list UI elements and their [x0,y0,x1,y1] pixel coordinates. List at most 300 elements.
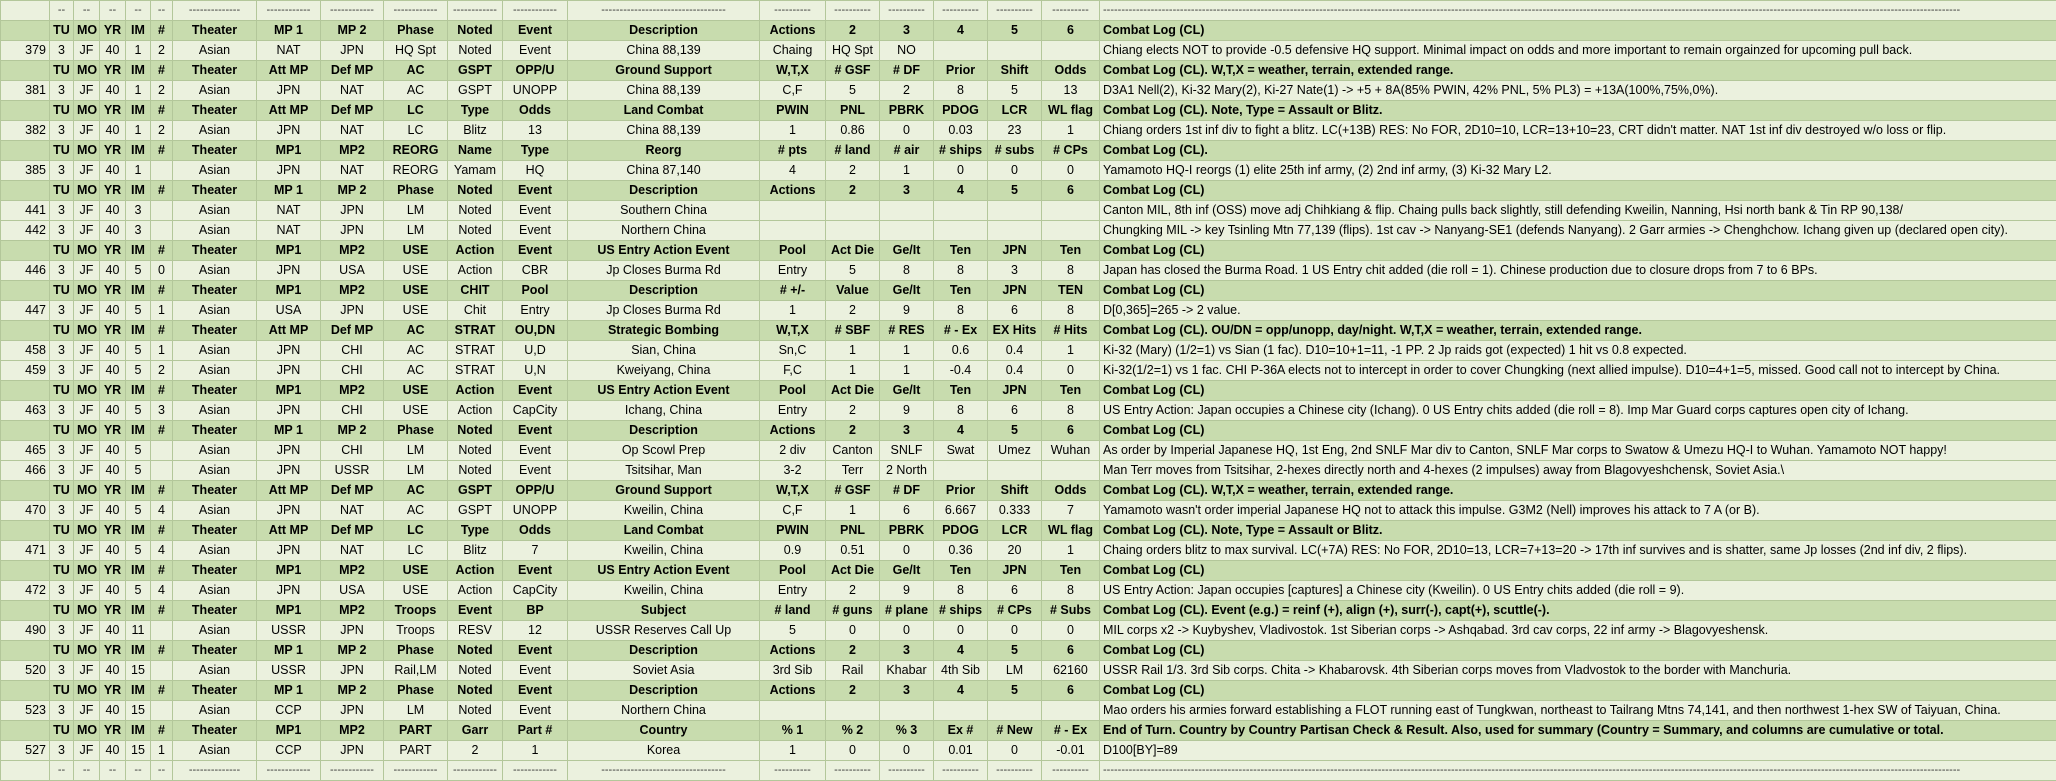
table-cell[interactable]: 3 [50,41,74,61]
combat-log-cell[interactable]: Yamamoto wasn't order imperial Japanese HQ not to attack this impulse. G3M2 (Nell) improves his attack to 7 A (or B). [1100,501,2056,521]
table-cell[interactable]: Asian [173,161,257,181]
table-cell[interactable]: TU [50,421,74,441]
table-cell[interactable]: MO [74,181,100,201]
table-cell[interactable]: JPN [257,441,321,461]
table-cell[interactable]: IM [126,641,151,661]
table-cell[interactable]: MP 1 [257,181,321,201]
table-cell[interactable]: Tsitsihar, Man [568,461,760,481]
table-cell[interactable]: MO [74,561,100,581]
table-cell[interactable]: TU [50,281,74,301]
table-cell[interactable]: YR [100,561,126,581]
table-cell[interactable] [988,701,1042,721]
table-cell[interactable]: YR [100,281,126,301]
table-cell[interactable] [1042,201,1100,221]
table-cell[interactable]: Prior [934,61,988,81]
table-cell[interactable]: Rail [826,661,880,681]
table-cell[interactable]: 5 [126,361,151,381]
table-cell[interactable]: Theater [173,681,257,701]
table-cell[interactable]: Noted [448,41,503,61]
table-cell[interactable]: Asian [173,81,257,101]
table-cell[interactable]: Att MP [257,481,321,501]
row-number-cell[interactable]: 441 [1,201,50,221]
table-cell[interactable]: 40 [100,501,126,521]
combat-log-cell[interactable]: Canton MIL, 8th inf (OSS) move adj Chihkiang & flip. Chaing pulls back slightly, still defending Kweilin, Nanning, Hsi north bank & Tin RP 90,138/ [1100,201,2056,221]
table-cell[interactable]: Asian [173,621,257,641]
table-cell[interactable]: # Subs [1042,601,1100,621]
table-cell[interactable]: YR [100,321,126,341]
table-cell[interactable]: Def MP [321,61,384,81]
table-cell[interactable]: 3 [880,181,934,201]
table-cell[interactable]: China 88,139 [568,81,760,101]
table-cell[interactable]: 62160 [1042,661,1100,681]
table-cell[interactable]: Noted [448,21,503,41]
combat-log-cell[interactable]: Combat Log (CL) [1100,181,2056,201]
table-cell[interactable]: USSR Reserves Call Up [568,621,760,641]
table-cell[interactable] [151,661,173,681]
table-cell[interactable]: Theater [173,641,257,661]
table-cell[interactable]: 40 [100,161,126,181]
table-cell[interactable]: # [151,601,173,621]
table-cell[interactable]: 3 [50,121,74,141]
table-cell[interactable]: ------------ [257,761,321,781]
table-cell[interactable]: 0 [934,621,988,641]
table-cell[interactable]: Actions [760,421,826,441]
table-cell[interactable]: YR [100,721,126,741]
table-cell[interactable]: # [151,21,173,41]
combat-log-cell[interactable]: Combat Log (CL). Event (e.g.) = reinf (+), align (+), surr(-), capt(+), scuttle(-). [1100,601,2056,621]
table-cell[interactable]: # CPs [988,601,1042,621]
table-cell[interactable]: Phase [384,641,448,661]
table-cell[interactable]: Action [448,581,503,601]
table-cell[interactable] [151,441,173,461]
table-cell[interactable]: 40 [100,301,126,321]
table-cell[interactable]: Kweilin, China [568,501,760,521]
table-cell[interactable]: 4 [760,161,826,181]
table-cell[interactable]: USE [384,581,448,601]
table-cell[interactable]: Att MP [257,321,321,341]
table-cell[interactable]: LC [384,121,448,141]
table-cell[interactable]: 0 [1042,161,1100,181]
table-cell[interactable]: -- [74,761,100,781]
combat-log-cell[interactable]: Ki-32 (Mary) (1/2=1) vs Sian (1 fac). D10=10+1=11, -1 PP. 2 Jp raids got (expected) 1 hit vs 0.8 expected. [1100,341,2056,361]
table-cell[interactable]: Event [503,41,568,61]
table-cell[interactable]: TU [50,521,74,541]
table-cell[interactable]: # DF [880,481,934,501]
table-cell[interactable]: 8 [934,401,988,421]
table-cell[interactable]: Asian [173,541,257,561]
table-cell[interactable]: 4 [151,501,173,521]
row-number-cell[interactable]: 446 [1,261,50,281]
table-cell[interactable]: Kweiyang, China [568,361,760,381]
table-cell[interactable]: WL flag [1042,101,1100,121]
table-cell[interactable]: # [151,521,173,541]
table-cell[interactable]: 0 [934,161,988,181]
table-cell[interactable]: Strategic Bombing [568,321,760,341]
table-cell[interactable]: U,D [503,341,568,361]
row-number-cell[interactable] [1,241,50,261]
table-cell[interactable]: YR [100,641,126,661]
table-cell[interactable]: OPP/U [503,61,568,81]
table-cell[interactable]: MO [74,601,100,621]
table-cell[interactable]: -- [126,1,151,21]
table-cell[interactable]: U,N [503,361,568,381]
table-cell[interactable]: -- [50,1,74,21]
table-cell[interactable] [151,621,173,641]
table-cell[interactable]: 0.51 [826,541,880,561]
table-cell[interactable]: 4 [934,21,988,41]
table-cell[interactable]: 3 [50,501,74,521]
table-cell[interactable]: Theater [173,141,257,161]
table-cell[interactable]: JF [74,301,100,321]
table-cell[interactable]: 0.9 [760,541,826,561]
table-cell[interactable]: JF [74,161,100,181]
table-cell[interactable]: EX Hits [988,321,1042,341]
table-cell[interactable]: ------------ [321,761,384,781]
combat-log-cell[interactable]: Combat Log (CL). [1100,141,2056,161]
table-cell[interactable]: 3 [50,301,74,321]
table-cell[interactable]: # ships [934,601,988,621]
table-cell[interactable]: # - Ex [1042,721,1100,741]
table-cell[interactable]: # Hits [1042,321,1100,341]
table-cell[interactable]: 1 [126,41,151,61]
table-cell[interactable]: # [151,481,173,501]
table-cell[interactable]: Act Die [826,381,880,401]
table-cell[interactable]: 0 [988,161,1042,181]
table-cell[interactable]: 6 [1042,641,1100,661]
table-cell[interactable]: ---------------------------------- [568,761,760,781]
table-cell[interactable]: 3 [50,541,74,561]
table-cell[interactable]: IM [126,561,151,581]
table-cell[interactable]: 0.4 [988,341,1042,361]
table-cell[interactable]: Noted [448,201,503,221]
table-cell[interactable]: ---------- [880,1,934,21]
table-cell[interactable]: Asian [173,301,257,321]
row-number-cell[interactable]: 466 [1,461,50,481]
combat-log-cell[interactable]: Combat Log (CL) [1100,561,2056,581]
combat-log-cell[interactable]: US Entry Action: Japan occupies [captures] a Chinese city (Kweilin). 0 US Entry chits added (die roll = 9). [1100,581,2056,601]
table-cell[interactable]: ------------ [503,1,568,21]
table-cell[interactable]: MP 2 [321,681,384,701]
table-cell[interactable]: JF [74,741,100,761]
table-cell[interactable]: JPN [257,581,321,601]
table-cell[interactable]: MO [74,61,100,81]
table-cell[interactable]: ------------ [257,1,321,21]
table-cell[interactable]: TU [50,681,74,701]
table-cell[interactable]: Ten [1042,561,1100,581]
table-cell[interactable]: CHIT [448,281,503,301]
combat-log-cell[interactable]: Combat Log (CL) [1100,381,2056,401]
table-cell[interactable]: Noted [448,701,503,721]
table-cell[interactable]: 1 [880,361,934,381]
table-cell[interactable]: 11 [126,621,151,641]
row-number-cell[interactable]: 523 [1,701,50,721]
combat-log-cell[interactable]: Yamamoto HQ-I reorgs (1) elite 25th inf army, (2) 2nd inf army, (3) Ki-32 Mary L2. [1100,161,2056,181]
table-cell[interactable]: GSPT [448,81,503,101]
table-cell[interactable]: CCP [257,701,321,721]
table-cell[interactable]: 1 [151,341,173,361]
table-cell[interactable]: Odds [1042,61,1100,81]
table-cell[interactable]: 13 [503,121,568,141]
row-number-cell[interactable] [1,641,50,661]
table-cell[interactable]: 6 [988,581,1042,601]
table-cell[interactable]: Theater [173,381,257,401]
table-cell[interactable]: PNL [826,101,880,121]
table-cell[interactable]: LCR [988,521,1042,541]
table-cell[interactable]: 5 [126,261,151,281]
table-cell[interactable]: CHI [321,441,384,461]
table-cell[interactable]: CapCity [503,401,568,421]
combat-log-cell[interactable]: D3A1 Nell(2), Ki-32 Mary(2), Ki-27 Nate(1) -> +5 + 8A(85% PWIN, 42% PNL, 5% PL3) = +13A(100%,75%,0%). [1100,81,2056,101]
table-cell[interactable]: ---------- [934,1,988,21]
table-cell[interactable]: Event [503,21,568,41]
table-cell[interactable]: Ground Support [568,481,760,501]
table-cell[interactable]: 6.667 [934,501,988,521]
table-cell[interactable]: Phase [384,21,448,41]
table-cell[interactable]: TU [50,481,74,501]
table-cell[interactable]: NAT [321,161,384,181]
table-cell[interactable]: IM [126,421,151,441]
table-cell[interactable]: 3-2 [760,461,826,481]
table-cell[interactable]: IM [126,521,151,541]
table-cell[interactable]: MO [74,381,100,401]
table-cell[interactable]: Action [448,241,503,261]
table-cell[interactable]: # plane [880,601,934,621]
table-cell[interactable]: 2 [448,741,503,761]
table-cell[interactable]: PWIN [760,101,826,121]
table-cell[interactable]: ------------ [384,761,448,781]
table-cell[interactable]: JPN [257,161,321,181]
table-cell[interactable]: NAT [321,81,384,101]
table-cell[interactable]: Ge/It [880,241,934,261]
table-cell[interactable]: 8 [934,81,988,101]
table-cell[interactable]: NO [880,41,934,61]
table-cell[interactable]: Land Combat [568,101,760,121]
table-cell[interactable]: 1 [126,161,151,181]
table-cell[interactable]: LC [384,541,448,561]
table-cell[interactable]: MP1 [257,281,321,301]
table-cell[interactable]: -- [100,1,126,21]
table-cell[interactable]: GSPT [448,481,503,501]
table-cell[interactable]: F,C [760,361,826,381]
table-cell[interactable]: 8 [1042,261,1100,281]
table-cell[interactable]: IM [126,141,151,161]
table-cell[interactable]: # [151,321,173,341]
table-cell[interactable] [826,701,880,721]
table-cell[interactable]: US Entry Action Event [568,561,760,581]
table-cell[interactable]: 15 [126,661,151,681]
table-cell[interactable]: USE [384,261,448,281]
table-cell[interactable]: 40 [100,361,126,381]
table-cell[interactable]: 3 [50,81,74,101]
table-cell[interactable]: 2 [826,181,880,201]
table-cell[interactable]: YR [100,141,126,161]
table-cell[interactable]: # New [988,721,1042,741]
table-cell[interactable]: MP2 [321,601,384,621]
table-cell[interactable]: JF [74,701,100,721]
table-cell[interactable]: ------------ [448,761,503,781]
table-cell[interactable]: Pool [760,561,826,581]
table-cell[interactable]: USE [384,561,448,581]
table-cell[interactable]: 2 [826,161,880,181]
table-cell[interactable]: 8 [934,581,988,601]
table-cell[interactable]: 4th Sib [934,661,988,681]
table-cell[interactable]: # RES [880,321,934,341]
table-cell[interactable]: JF [74,361,100,381]
table-cell[interactable]: 5 [126,441,151,461]
table-cell[interactable]: Terr [826,461,880,481]
table-cell[interactable]: MP2 [321,561,384,581]
table-cell[interactable]: YR [100,181,126,201]
table-cell[interactable]: 1 [880,161,934,181]
table-cell[interactable]: JF [74,221,100,241]
table-cell[interactable]: JPN [257,501,321,521]
table-cell[interactable]: JPN [257,341,321,361]
table-cell[interactable]: 0 [826,741,880,761]
table-cell[interactable]: JPN [988,281,1042,301]
combat-log-cell[interactable]: Japan has closed the Burma Road. 1 US Entry chit added (die roll = 1). Chinese production due to closure drops from 7 to 6 BPs. [1100,261,2056,281]
table-cell[interactable]: 7 [1042,501,1100,521]
table-cell[interactable]: 1 [760,121,826,141]
table-cell[interactable]: USE [384,401,448,421]
table-cell[interactable]: Asian [173,261,257,281]
table-cell[interactable]: 40 [100,81,126,101]
table-cell[interactable] [760,701,826,721]
combat-log-cell[interactable]: Mao orders his armies forward establishing a FLOT running east of Tungkwan, northeast to Tailrang Mtns 74,141, and then northwest 1-hex SW of Taiyuan, China. [1100,701,2056,721]
table-cell[interactable]: Ten [934,561,988,581]
table-cell[interactable]: 40 [100,401,126,421]
table-cell[interactable]: Theater [173,521,257,541]
table-cell[interactable]: MP2 [321,141,384,161]
table-cell[interactable]: Odds [1042,481,1100,501]
table-cell[interactable]: -- [74,1,100,21]
table-cell[interactable]: 8 [1042,401,1100,421]
table-cell[interactable]: Pool [503,281,568,301]
table-cell[interactable]: China 88,139 [568,41,760,61]
table-cell[interactable]: OPP/U [503,481,568,501]
table-cell[interactable]: Event [503,441,568,461]
table-cell[interactable]: % 1 [760,721,826,741]
table-cell[interactable]: TU [50,21,74,41]
table-cell[interactable]: Action [448,561,503,581]
table-cell[interactable]: Theater [173,421,257,441]
table-cell[interactable]: Garr [448,721,503,741]
table-cell[interactable]: JPN [988,241,1042,261]
table-cell[interactable]: 8 [934,261,988,281]
table-cell[interactable]: Theater [173,281,257,301]
table-cell[interactable]: Type [503,141,568,161]
table-cell[interactable]: Troops [384,601,448,621]
table-cell[interactable]: 0 [826,621,880,641]
table-cell[interactable]: Event [503,221,568,241]
table-cell[interactable]: # land [826,141,880,161]
table-cell[interactable]: Noted [448,221,503,241]
table-cell[interactable]: 5 [826,261,880,281]
table-cell[interactable]: TU [50,181,74,201]
table-cell[interactable]: Asian [173,201,257,221]
row-number-cell[interactable]: 490 [1,621,50,641]
table-cell[interactable]: 5 [126,401,151,421]
table-cell[interactable]: Theater [173,321,257,341]
table-cell[interactable]: 40 [100,621,126,641]
table-cell[interactable]: JF [74,501,100,521]
table-cell[interactable]: IM [126,241,151,261]
row-number-cell[interactable]: 459 [1,361,50,381]
table-cell[interactable]: AC [384,361,448,381]
table-cell[interactable] [151,701,173,721]
table-cell[interactable]: 1 [826,501,880,521]
table-cell[interactable]: ---------- [760,1,826,21]
table-cell[interactable]: 3 [988,261,1042,281]
table-cell[interactable]: IM [126,61,151,81]
table-cell[interactable]: YR [100,681,126,701]
table-cell[interactable] [880,201,934,221]
table-cell[interactable]: MP2 [321,721,384,741]
table-cell[interactable]: # air [880,141,934,161]
table-cell[interactable]: -- [151,761,173,781]
row-number-cell[interactable] [1,561,50,581]
table-cell[interactable]: 3 [880,21,934,41]
table-cell[interactable]: TU [50,381,74,401]
table-cell[interactable]: Rail,LM [384,661,448,681]
table-cell[interactable]: Asian [173,461,257,481]
table-cell[interactable]: Asian [173,121,257,141]
table-cell[interactable]: 6 [1042,681,1100,701]
table-cell[interactable]: Subject [568,601,760,621]
table-cell[interactable]: # guns [826,601,880,621]
row-number-cell[interactable]: 385 [1,161,50,181]
table-cell[interactable]: # pts [760,141,826,161]
table-cell[interactable]: MP 2 [321,21,384,41]
combat-log-cell[interactable]: Man Terr moves from Tsitsihar, 2-hexes directly north and 4-hexes (2 impulses) away from Blagovyeshchensk, Soviet Asia.\ [1100,461,2056,481]
table-cell[interactable]: 5 [826,81,880,101]
table-cell[interactable]: GSPT [448,61,503,81]
table-cell[interactable]: MO [74,681,100,701]
table-cell[interactable]: JPN [257,401,321,421]
table-cell[interactable]: 40 [100,261,126,281]
table-cell[interactable]: 40 [100,121,126,141]
table-cell[interactable]: JF [74,581,100,601]
table-cell[interactable]: 2 North [880,461,934,481]
table-cell[interactable]: Description [568,21,760,41]
table-cell[interactable]: 4 [934,181,988,201]
table-cell[interactable]: 8 [1042,581,1100,601]
table-cell[interactable]: STRAT [448,321,503,341]
table-cell[interactable]: -0.4 [934,361,988,381]
table-cell[interactable]: Event [503,201,568,221]
row-number-cell[interactable] [1,141,50,161]
table-cell[interactable]: Entry [760,261,826,281]
row-number-cell[interactable] [1,681,50,701]
table-cell[interactable]: Act Die [826,561,880,581]
table-cell[interactable]: IM [126,281,151,301]
table-cell[interactable]: 3 [126,201,151,221]
table-cell[interactable]: Ichang, China [568,401,760,421]
table-cell[interactable]: JF [74,401,100,421]
table-cell[interactable]: Event [503,421,568,441]
table-cell[interactable]: 8 [1042,301,1100,321]
table-cell[interactable]: JPN [988,381,1042,401]
table-cell[interactable]: Asian [173,501,257,521]
table-cell[interactable]: TU [50,321,74,341]
table-cell[interactable]: MO [74,321,100,341]
table-cell[interactable]: USE [384,381,448,401]
table-cell[interactable]: # [151,281,173,301]
table-cell[interactable]: 2 [151,361,173,381]
table-cell[interactable]: Description [568,681,760,701]
table-cell[interactable]: AC [384,321,448,341]
table-cell[interactable]: 3 [50,261,74,281]
table-cell[interactable]: -------------- [173,761,257,781]
